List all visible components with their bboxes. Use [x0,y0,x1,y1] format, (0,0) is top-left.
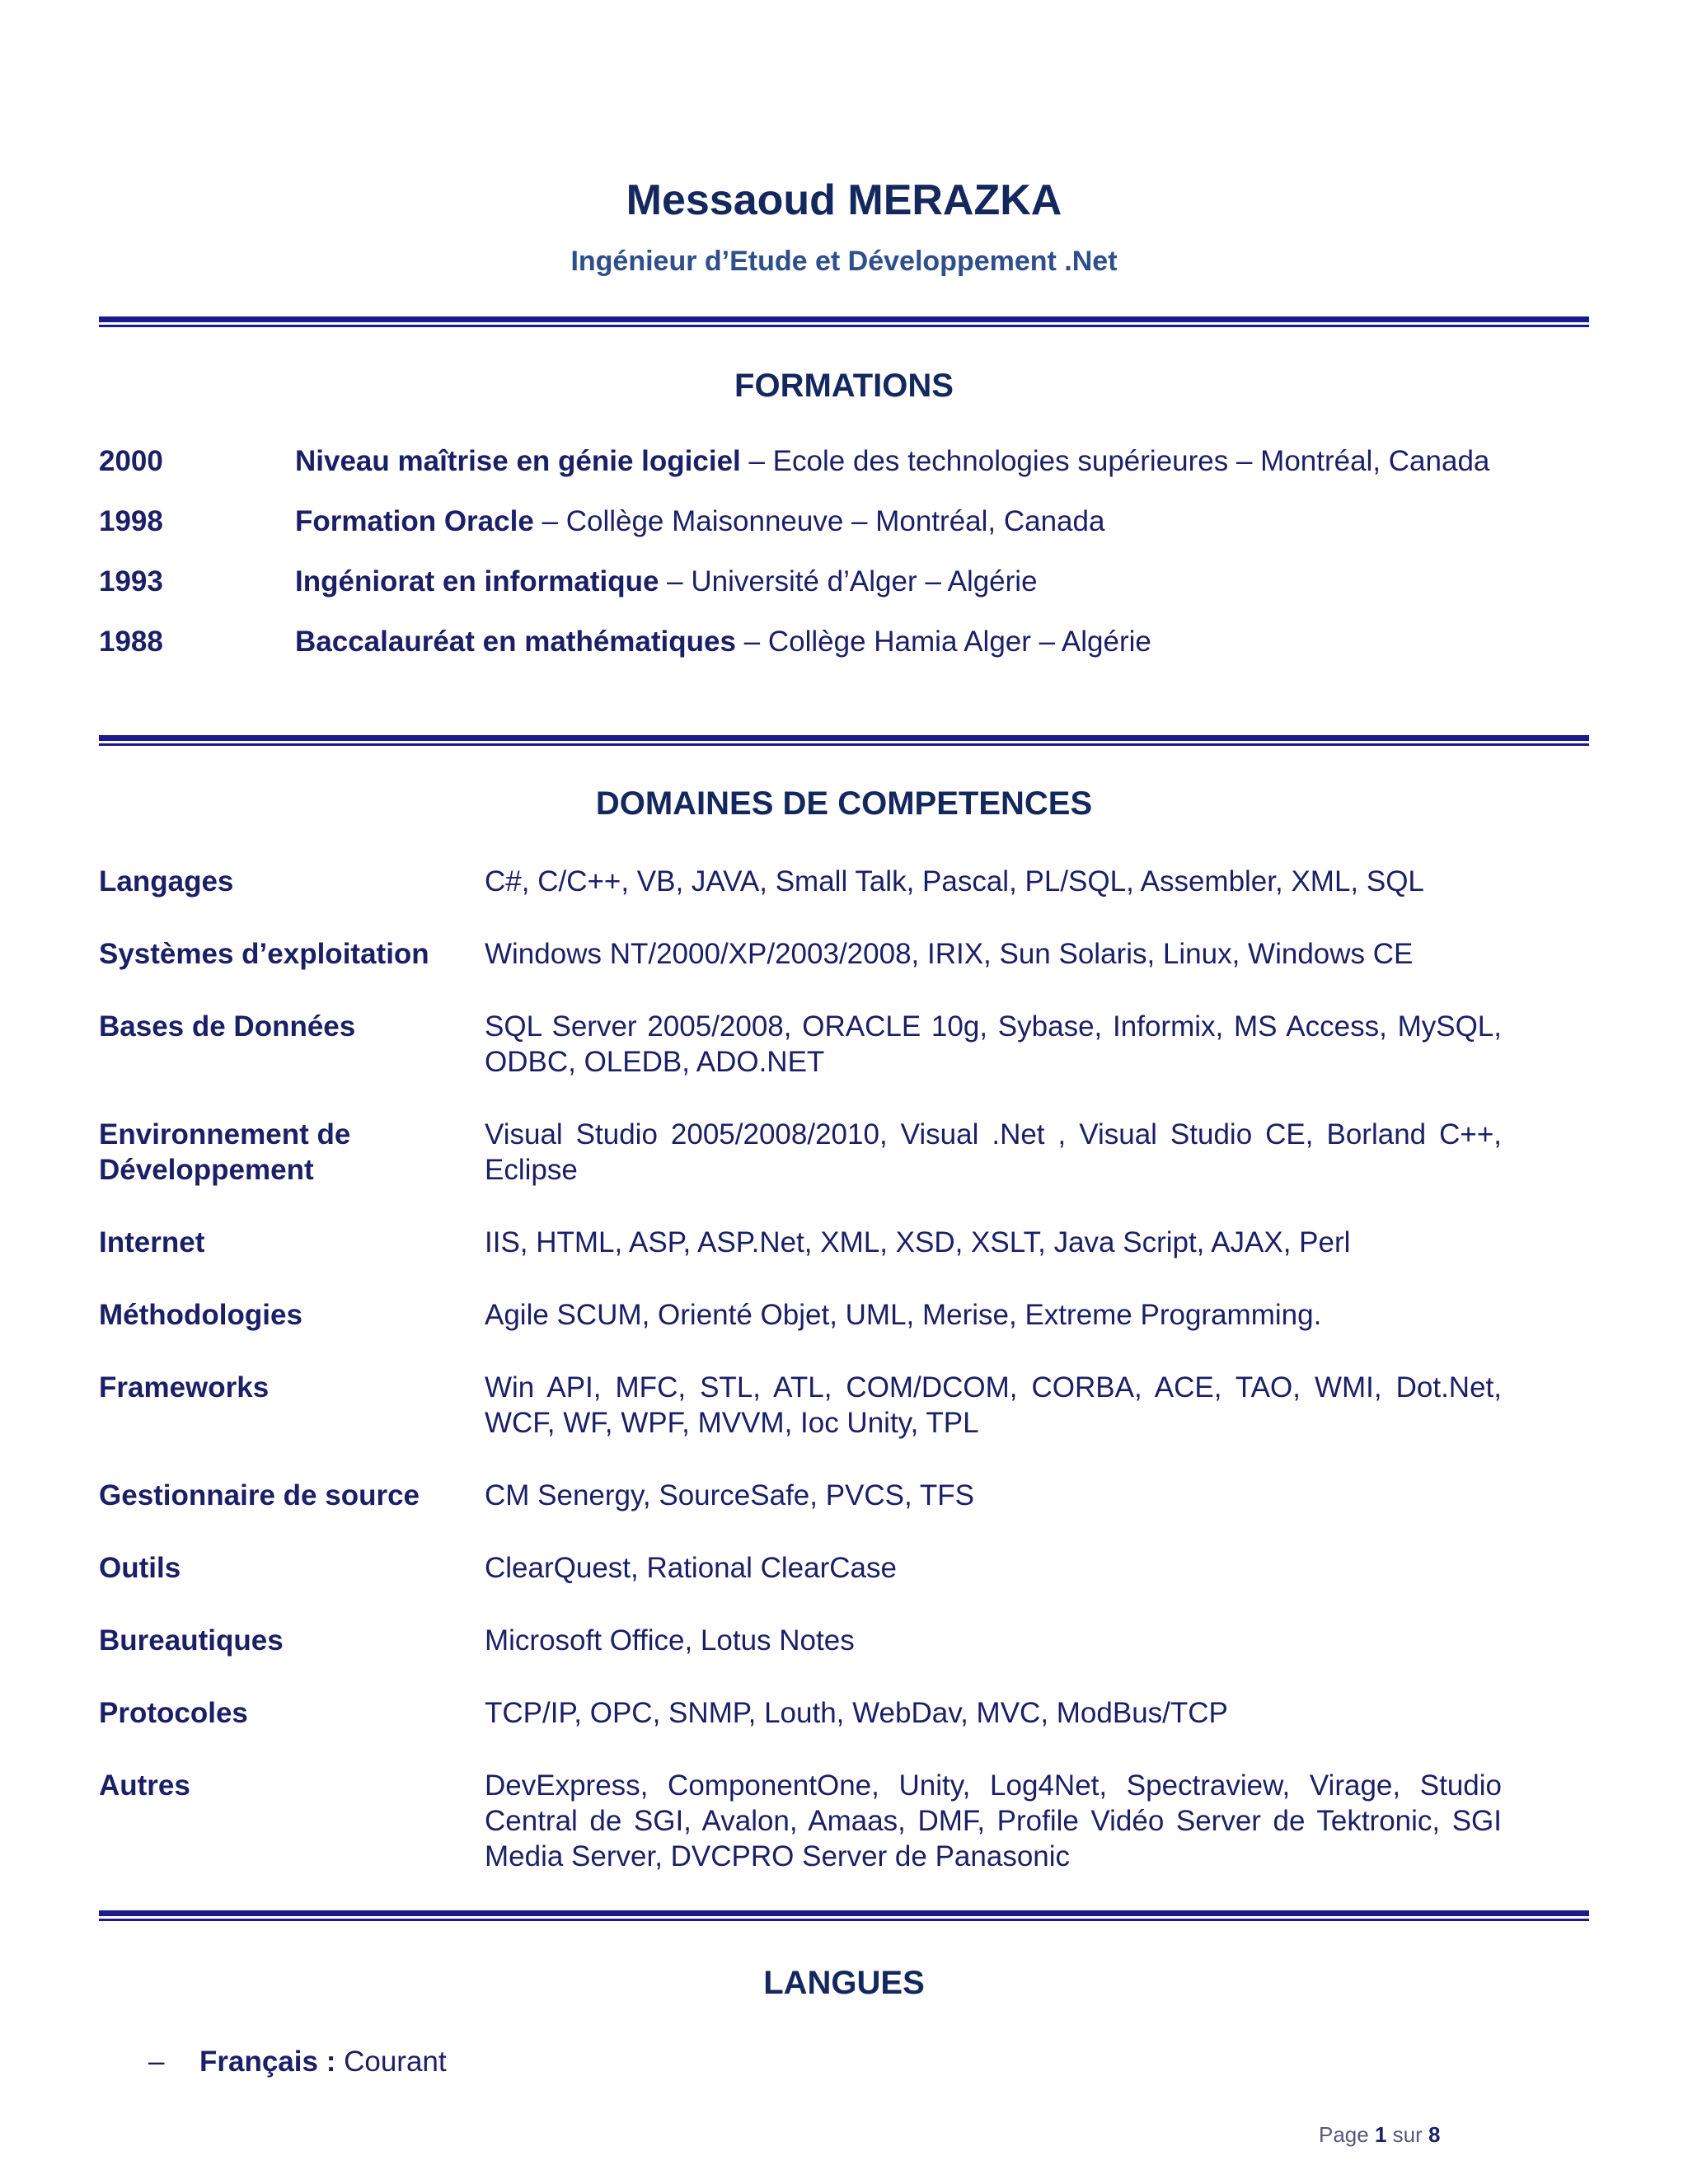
current-page: 1 [1374,2122,1387,2147]
formation-year: 1993 [99,565,163,598]
candidate-title: Ingénieur d’Etude et Développement .Net [570,246,1118,277]
formation-year: 1988 [99,626,163,658]
total-pages: 8 [1428,2122,1441,2147]
section-divider [99,316,1589,328]
competence-value: C#, C/C++, VB, JAVA, Small Talk, Pascal, PL/SQL, Assembler, XML, SQL [485,865,1424,898]
formation-degree: Ingéniorat en informatique [295,565,659,598]
formation-detail: – Collège Maisonneuve – Montréal, Canada [533,505,1105,537]
formation-detail: – Université d’Alger – Algérie [659,565,1038,598]
competence-value: Win API, MFC, STL, ATL, COM/DCOM, CORBA, ACE, TAO, WMI, Dot.Net, WCF, WF, WPF, MVVM, Ioc Unity, TPL [485,1371,1502,1439]
competence-label: Frameworks [99,1371,270,1404]
formation-year: 2000 [99,445,163,477]
formation-description [295,504,1104,540]
formation-description [295,624,1151,660]
competence-value: ClearQuest, Rational ClearCase [485,1552,897,1584]
page-word: Page [1319,2122,1369,2147]
competence-value: CM Senergy, SourceSafe, PVCS, TFS [485,1479,974,1511]
competence-label: Protocoles [99,1697,248,1729]
langues-heading: LANGUES [763,1965,925,2001]
competence-label: Outils [99,1552,181,1584]
language-name: Français : [199,2046,336,2078]
competence-label: Méthodologies [99,1299,302,1331]
competence-label: Internet [99,1226,205,1258]
formation-detail: – Collège Hamia Alger – Algérie [735,626,1151,658]
formation-degree: Formation Oracle [295,505,534,537]
competence-label: Environnement de Développement [99,1118,351,1186]
of-word: sur [1392,2122,1423,2147]
competence-label: Bases de Données [99,1010,356,1043]
competence-value: TCP/IP, OPC, SNMP, Louth, WebDav, MVC, ModBus/TCP [485,1697,1228,1729]
formation-detail: – Ecole des technologies supérieures – Montréal, Canada [740,445,1490,477]
competence-value: Visual Studio 2005/2008/2010, Visual .Net , Visual Studio CE, Borland C++, Eclipse [485,1118,1502,1186]
competence-label: Autres [99,1769,190,1802]
language-text [199,2044,447,2080]
competences-heading: DOMAINES DE COMPETENCES [595,785,1093,822]
competence-label: Systèmes d’exploitation [99,938,429,970]
competence-label: Langages [99,865,234,898]
competence-value: Microsoft Office, Lotus Notes [485,1624,855,1657]
formations-heading: FORMATIONS [734,368,954,404]
formation-degree: Niveau maîtrise en génie logiciel [295,445,741,477]
section-divider [99,735,1589,747]
section-divider [99,1910,1589,1922]
competence-value: IIS, HTML, ASP, ASP.Net, XML, XSD, XSLT, Java Script, AJAX, Perl [485,1226,1351,1258]
formation-description [295,443,1489,480]
formation-degree: Baccalauréat en mathématiques [295,626,736,658]
page-number [1319,2121,1441,2148]
candidate-name: Messaoud MERAZKA [626,176,1062,224]
formation-description [295,564,1038,600]
competence-value: DevExpress, ComponentOne, Unity, Log4Net, Spectraview, Virage, Studio Central de SGI, Avalon, Amaas, DMF, Profile Vidéo Server de Tektronic, SGI Media Server, DVCPRO Server de Panasonic [485,1769,1502,1872]
competence-value: Windows NT/2000/XP/2003/2008, IRIX, Sun Solaris, Linux, Windows CE [485,938,1414,970]
competence-label: Gestionnaire de source [99,1479,420,1511]
list-dash: – [148,2046,165,2078]
competence-value: Agile SCUM, Orienté Objet, UML, Merise, Extreme Programming. [485,1299,1322,1331]
formation-year: 1998 [99,505,163,537]
competence-value: SQL Server 2005/2008, ORACLE 10g, Sybase, Informix, MS Access, MySQL, ODBC, OLEDB, ADO.NET [485,1010,1502,1078]
competence-label: Bureautiques [99,1624,284,1657]
language-level: Courant [335,2046,447,2078]
